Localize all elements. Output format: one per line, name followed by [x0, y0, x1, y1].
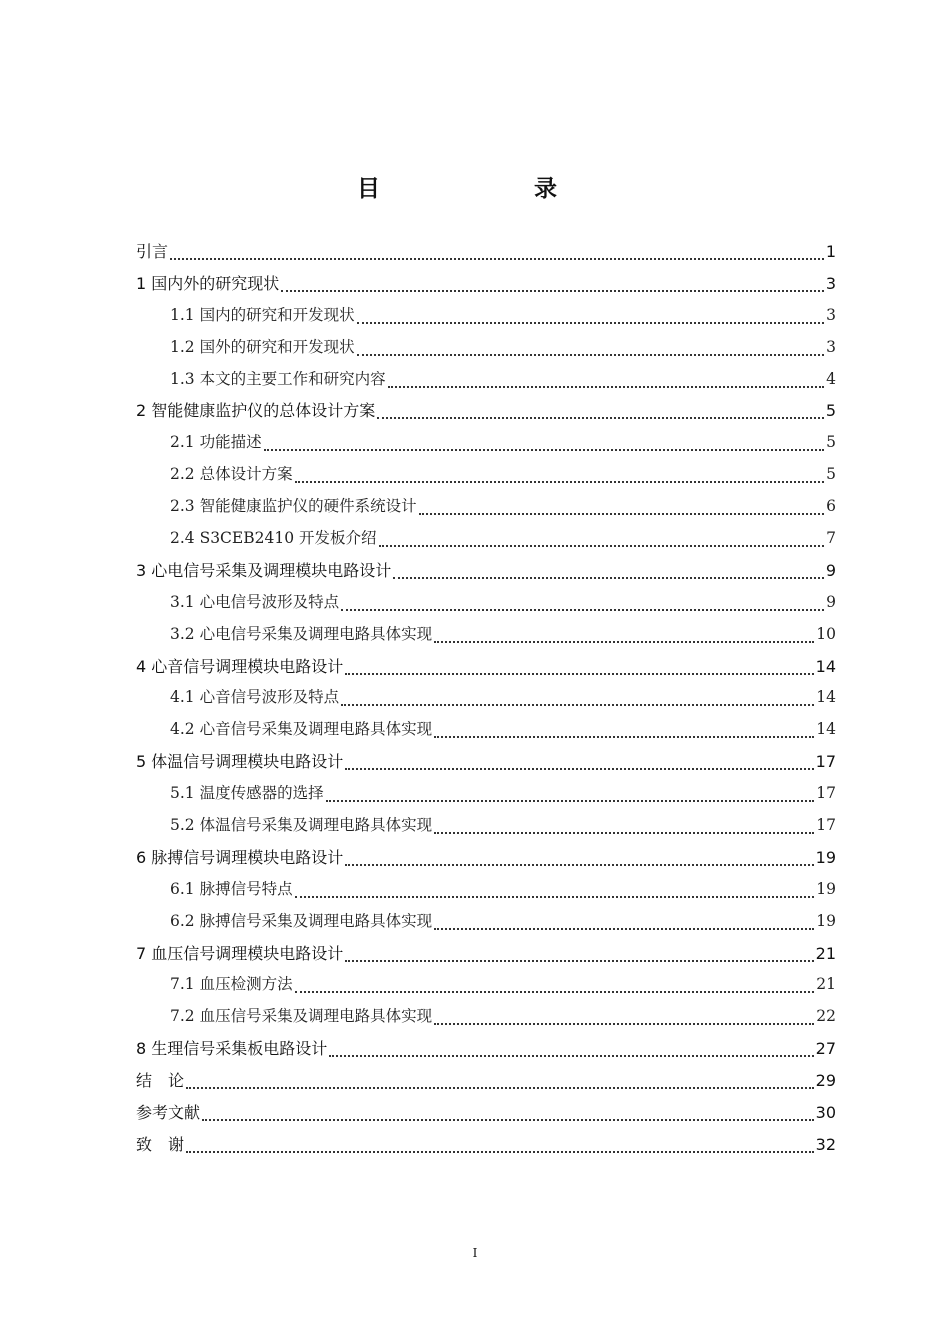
- toc-entry[interactable]: [136, 1001, 836, 1033]
- toc-entry-label: 7.1 血压检测方法: [170, 975, 293, 994]
- toc-leader-dots: [434, 1023, 814, 1025]
- toc-entry-page: 3: [826, 305, 836, 324]
- toc-entry[interactable]: [136, 651, 836, 683]
- toc-leader-dots: [434, 736, 814, 738]
- toc-entry-page: 14: [816, 688, 836, 707]
- toc-leader-dots: [393, 577, 824, 579]
- toc-entry-label: 6 脉搏信号调理模块电路设计: [136, 847, 344, 867]
- toc-entry[interactable]: [136, 842, 836, 874]
- toc-leader-dots: [170, 258, 824, 260]
- toc-entry-label: 5.1 温度传感器的选择: [170, 784, 324, 803]
- page-title: 目 录: [357, 176, 593, 202]
- toc-leader-dots: [326, 800, 815, 802]
- toc-entry-label: 2.2 总体设计方案: [170, 465, 293, 484]
- toc-leader-dots: [434, 641, 814, 643]
- toc-entry-page: 1: [825, 242, 836, 261]
- toc-leader-dots: [264, 449, 825, 451]
- toc-entry-label: 2.3 智能健康监护仪的硬件系统设计: [170, 497, 417, 516]
- toc-leader-dots: [186, 1087, 814, 1089]
- toc-entry-label: 3 心电信号采集及调理模块电路设计: [136, 560, 392, 580]
- toc-leader-dots: [341, 704, 814, 706]
- toc-entry-page: 5: [826, 465, 836, 484]
- toc-leader-dots: [345, 960, 813, 962]
- toc-entry[interactable]: [136, 810, 836, 842]
- toc-entry-page: 5: [825, 401, 836, 421]
- toc-entry[interactable]: [136, 746, 836, 778]
- toc-entry[interactable]: [136, 906, 836, 938]
- toc-entry[interactable]: [136, 969, 836, 1001]
- toc-entry[interactable]: [136, 268, 836, 300]
- toc-entry-page: 19: [816, 911, 836, 930]
- page-number-footer: I: [472, 1246, 478, 1260]
- toc-entry-label: 2.4 S3CEB2410 开发板介绍: [170, 529, 377, 548]
- toc-entry[interactable]: [136, 714, 836, 746]
- toc-leader-dots: [377, 417, 824, 419]
- toc-entry-page: 10: [816, 624, 836, 643]
- toc-leader-dots: [329, 1055, 813, 1057]
- toc-entry[interactable]: [136, 619, 836, 651]
- toc-entry-page: 4: [826, 369, 836, 388]
- toc-leader-dots: [281, 290, 824, 292]
- toc-entry[interactable]: [136, 1129, 836, 1161]
- toc-leader-dots: [388, 386, 825, 388]
- toc-leader-dots: [341, 609, 824, 611]
- toc-entry-page: 9: [825, 560, 836, 580]
- toc-leader-dots: [295, 481, 825, 483]
- toc-entry-label: 5.2 体温信号采集及调理电路具体实现: [170, 816, 433, 835]
- toc-entry-label: 1.2 国外的研究和开发现状: [170, 337, 355, 356]
- toc-entry-page: 6: [826, 497, 836, 516]
- toc-entry-page: 17: [815, 752, 836, 772]
- toc-leader-dots: [357, 322, 825, 324]
- toc-entry[interactable]: [136, 778, 836, 810]
- toc-entry-label: 1 国内外的研究现状: [136, 273, 280, 293]
- toc-entry-page: 5: [826, 433, 836, 452]
- toc-entry-page: 17: [816, 784, 836, 803]
- toc-entry-label: 参考文献: [136, 1103, 201, 1123]
- toc-leader-dots: [357, 354, 825, 356]
- toc-entry-page: 32: [815, 1134, 836, 1154]
- toc-leader-dots: [379, 545, 825, 547]
- toc-entry-page: 14: [816, 720, 836, 739]
- toc-entry-page: 27: [815, 1039, 836, 1059]
- toc-leader-dots: [434, 832, 814, 834]
- toc-entry[interactable]: [136, 300, 836, 332]
- toc-entry-page: 9: [826, 592, 836, 611]
- toc-entry-page: 17: [816, 816, 836, 835]
- toc-entry-label: 3.1 心电信号波形及特点: [170, 592, 340, 611]
- toc-entry[interactable]: [136, 1065, 836, 1097]
- toc-entry-label: 2 智能健康监护仪的总体设计方案: [136, 401, 376, 421]
- toc-entry[interactable]: [136, 874, 836, 906]
- toc-leader-dots: [345, 768, 813, 770]
- toc-entry-label: 4.2 心音信号采集及调理电路具体实现: [170, 720, 433, 739]
- toc-entry-label: 5 体温信号调理模块电路设计: [136, 752, 344, 772]
- toc-entry-label: 引言: [136, 242, 169, 261]
- toc-leader-dots: [295, 991, 815, 993]
- toc-leader-dots: [202, 1119, 814, 1121]
- toc-entry[interactable]: [136, 587, 836, 619]
- toc-leader-dots: [345, 864, 813, 866]
- toc-entry-page: 3: [825, 273, 836, 293]
- toc-entry-page: 21: [815, 943, 836, 963]
- toc-leader-dots: [419, 513, 825, 515]
- toc-entry[interactable]: [136, 1097, 836, 1129]
- toc-entry[interactable]: [136, 491, 836, 523]
- toc-entry-page: 7: [826, 529, 836, 548]
- toc-entry-label: 6.1 脉搏信号特点: [170, 879, 293, 898]
- toc-entry-label: 4 心音信号调理模块电路设计: [136, 656, 344, 676]
- toc-entry[interactable]: [136, 523, 836, 555]
- toc-entry-label: 4.1 心音信号波形及特点: [170, 688, 340, 707]
- toc-entry-label: 1.3 本文的主要工作和研究内容: [170, 369, 386, 388]
- toc-entry-label: 结 论: [136, 1071, 185, 1091]
- toc-entry[interactable]: [136, 236, 836, 268]
- toc-entry-page: 30: [815, 1103, 836, 1123]
- toc-entry-page: 19: [816, 879, 836, 898]
- toc-entry-label: 8 生理信号采集板电路设计: [136, 1039, 328, 1059]
- toc-entry-page: 21: [816, 975, 836, 994]
- toc-entry-page: 3: [826, 337, 836, 356]
- toc-leader-dots: [295, 896, 815, 898]
- toc-entry-label: 7 血压信号调理模块电路设计: [136, 943, 344, 963]
- toc-leader-dots: [186, 1151, 814, 1153]
- toc-entry-label: 7.2 血压信号采集及调理电路具体实现: [170, 1007, 433, 1026]
- toc-entry[interactable]: [136, 682, 836, 714]
- toc-entry[interactable]: [136, 364, 836, 396]
- toc-entry[interactable]: [136, 459, 836, 491]
- toc-entry-page: 22: [816, 1007, 836, 1026]
- toc-entry-label: 致 谢: [136, 1134, 185, 1154]
- toc-entry[interactable]: [136, 427, 836, 459]
- toc-entry[interactable]: [136, 555, 836, 587]
- toc-leader-dots: [434, 928, 814, 930]
- toc-entry-label: 2.1 功能描述: [170, 433, 262, 452]
- toc-entry-page: 29: [815, 1071, 836, 1091]
- toc-entry[interactable]: [136, 938, 836, 970]
- toc-entry-label: 6.2 脉搏信号采集及调理电路具体实现: [170, 911, 433, 930]
- toc-entry[interactable]: [136, 1033, 836, 1065]
- toc-entry-label: 3.2 心电信号采集及调理电路具体实现: [170, 624, 433, 643]
- table-of-contents: [136, 236, 836, 1161]
- toc-entry-page: 14: [815, 656, 836, 676]
- toc-entry[interactable]: [136, 395, 836, 427]
- toc-leader-dots: [345, 673, 813, 675]
- toc-entry-label: 1.1 国内的研究和开发现状: [170, 305, 355, 324]
- toc-entry[interactable]: [136, 332, 836, 364]
- toc-entry-page: 19: [815, 847, 836, 867]
